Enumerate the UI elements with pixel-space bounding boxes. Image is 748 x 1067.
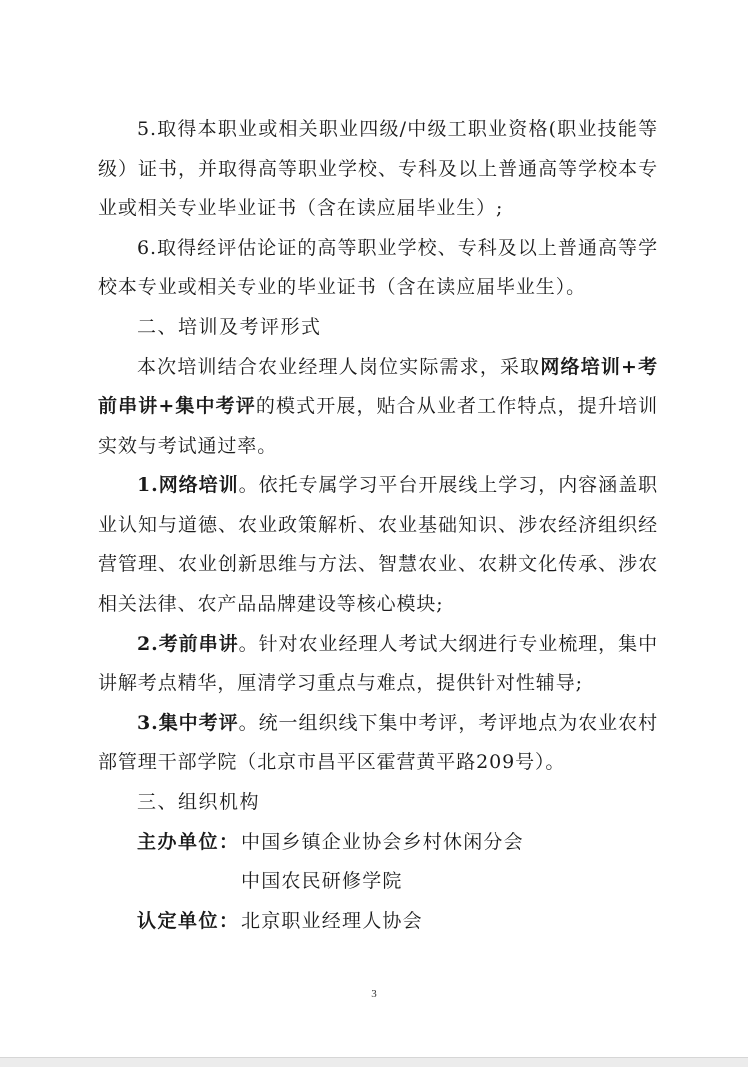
intro-text: 本次培训结合农业经理人岗位实际需求，采取 — [137, 356, 541, 378]
item-2-text: 。针对农业经理人考试大纲进行专业梳理，集中 — [238, 633, 658, 655]
item-1-line-4: 相关法律、农产品品牌建设等核心模块; — [98, 593, 444, 615]
item-1-line-2: 业认知与道德、农业政策解析、农业基础知识、涉农经济组织经 — [98, 514, 658, 536]
item-1-line-3: 营管理、农业创新思维与方法、智慧农业、农耕文化传承、涉农 — [98, 553, 658, 575]
item-1-line-1 — [137, 472, 658, 498]
item-3-text: 。统一组织线下集中考评，考评地点为农业农村 — [238, 712, 658, 734]
host-organization-2: 中国农民研修学院 — [241, 870, 403, 892]
section-2-intro-line-1 — [137, 354, 658, 380]
window-bottom-edge — [0, 1057, 748, 1067]
intro-highlight: 网络培训+考 — [540, 356, 658, 378]
item-1-title: 1.网络培训 — [137, 474, 239, 496]
item-1-text: 。依托专属学习平台开展线上学习，内容涵盖职 — [238, 474, 658, 496]
item-3-line-1 — [137, 710, 658, 736]
section-2-heading: 二、培训及考评形式 — [137, 316, 322, 338]
paragraph-5-line-1: 5.取得本职业或相关职业四级/中级工职业资格(职业技能等 — [137, 118, 658, 140]
page-number: 3 — [371, 988, 377, 1000]
paragraph-6-line-1: 6.取得经评估论证的高等职业学校、专科及以上普通高等学 — [137, 237, 658, 259]
section-3-heading: 三、组织机构 — [137, 791, 261, 813]
paragraph-6-line-2: 校本专业或相关专业的毕业证书（含在读应届毕业生）。 — [98, 276, 587, 298]
item-3-line-2: 部管理干部学院（北京市昌平区霍营黄平路209号）。 — [98, 751, 566, 773]
item-2-title: 2.考前串讲 — [137, 633, 239, 655]
item-3-title: 3.集中考评 — [137, 712, 239, 734]
host-organization-1: 中国乡镇企业协会乡村休闲分会 — [241, 831, 524, 853]
host-label: 主办单位： — [137, 831, 240, 853]
item-2-line-2: 讲解考点精华，厘清学习重点与难点，提供针对性辅导; — [98, 672, 583, 694]
certifying-organization: 北京职业经理人协会 — [241, 910, 423, 932]
section-2-intro-line-3: 实效与考试通过率。 — [98, 435, 278, 457]
certifying-label: 认定单位： — [137, 910, 240, 932]
paragraph-5-line-3: 业或相关专业毕业证书（含在读应届毕业生）; — [98, 197, 504, 219]
item-2-line-1 — [137, 631, 658, 657]
section-2-intro-line-2 — [98, 393, 658, 419]
paragraph-5-line-2: 级）证书，并取得高等职业学校、专科及以上普通高等学校本专 — [98, 158, 658, 180]
intro-highlight: 前串讲+集中考评 — [98, 395, 256, 417]
intro-text: 的模式开展，贴合从业者工作特点，提升培训 — [255, 395, 658, 417]
